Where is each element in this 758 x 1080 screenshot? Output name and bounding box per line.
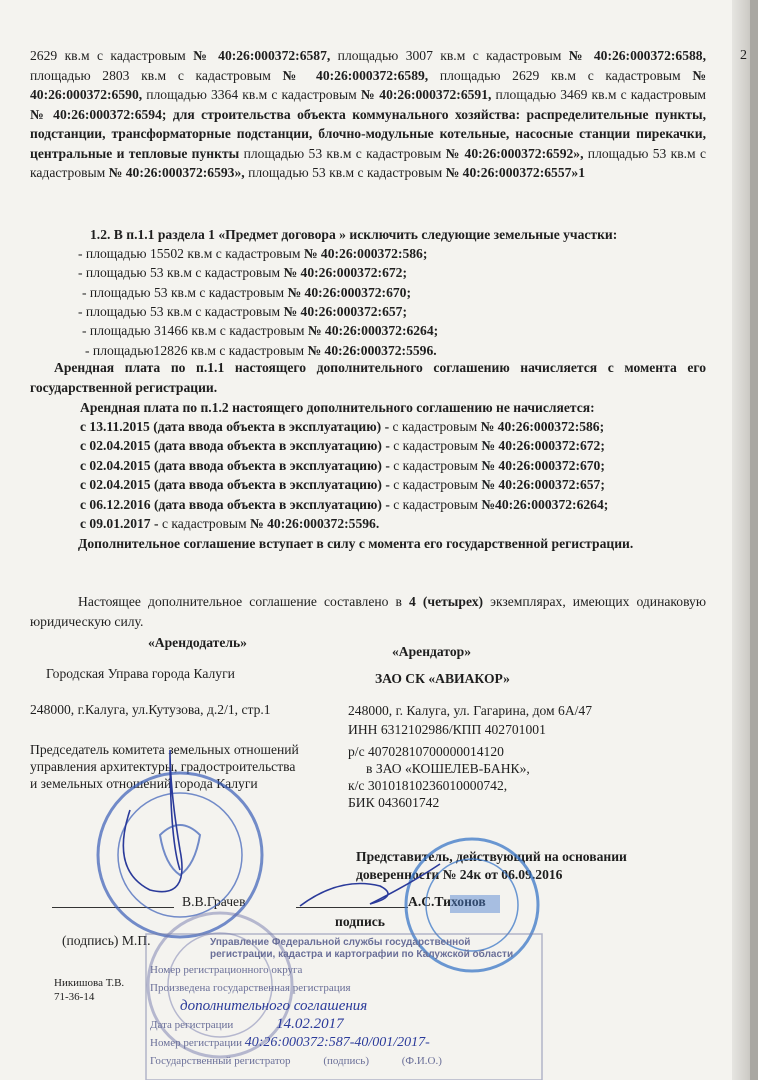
lessee-signer: А.С.Тихонов bbox=[408, 894, 486, 909]
bold-text-run: № 40:26:000372:6590, bbox=[30, 67, 706, 102]
exemption-text: с кадастровым bbox=[392, 419, 481, 434]
lessor-signature-line bbox=[52, 907, 174, 908]
executor-name: Никишова Т.В. bbox=[54, 977, 125, 989]
bold-text-run: № 40:26:000372:6557»1 bbox=[445, 165, 586, 180]
lessee-corr-account: к/с 30101810236010000742, bbox=[348, 778, 508, 793]
cadastral-number: № 40:26:000372:657; bbox=[283, 303, 407, 319]
text-run: площадью 53 кв.м с кадастровым bbox=[30, 145, 706, 180]
lessee-signature-line bbox=[296, 907, 408, 908]
cadastral-number: № 40:26:000372:586; bbox=[303, 246, 428, 261]
text-run: площадью 53 кв.м с кадастровым bbox=[244, 165, 446, 180]
excluded-plot-item bbox=[85, 342, 437, 359]
excluded-plot-item bbox=[78, 245, 427, 262]
lessor-seal bbox=[98, 773, 262, 937]
rent-1-1-paragraph: Арендная плата по п.1.1 настоящего дополнительного соглашению начисляется с момента его государственной регистрации. bbox=[30, 360, 706, 395]
lessor-sign-label: (подпись) М.П. bbox=[62, 933, 151, 948]
registration-stamp bbox=[150, 937, 530, 1070]
text-run: 2629 кв.м с кадастровым bbox=[30, 48, 194, 63]
stamp-header: Управление Федеральной службы государственной регистрации, кадастра и картографии по Калужской области bbox=[210, 937, 514, 960]
exemption-date: с 09.01.2017 - bbox=[80, 516, 162, 531]
lessee-role: «Арендатор» bbox=[392, 644, 472, 659]
lessee-details bbox=[348, 701, 592, 811]
bold-text-run: № 40:26:000372:6593», bbox=[108, 165, 245, 180]
text-run: площадью 3007 кв.м с кадастровым bbox=[330, 48, 569, 63]
handwritten-date: 14.02.2017 bbox=[276, 1016, 344, 1032]
exemption-date: с 13.11.2015 (дата ввода объекта в эксплуатацию) - bbox=[80, 419, 393, 434]
cadastral-number: № 40:26:000372:5596. bbox=[250, 516, 380, 531]
intro-paragraph bbox=[30, 46, 706, 183]
cadastral-number: № 40:26:000372:586; bbox=[480, 419, 605, 434]
text-run: площадью 3364 кв.м с кадастровым bbox=[142, 87, 361, 102]
cadastral-number: № 40:26:000372:672; bbox=[283, 265, 407, 281]
rent-exemption-item bbox=[80, 515, 379, 532]
stamp-label: Государственный регистратор bbox=[150, 1055, 291, 1067]
representative-line: доверенности № 24к от 06.09.2016 bbox=[356, 867, 563, 882]
plot-area: - площадью 31466 кв.м с кадастровым bbox=[82, 323, 308, 339]
plot-area: - площадью 53 кв.м с кадастровым bbox=[78, 265, 284, 281]
plot-area: - площадью12826 кв.м с кадастровым bbox=[85, 342, 308, 358]
handwritten-number: 40:26:000372:587-40/001/2017- bbox=[244, 1035, 430, 1050]
lessee-representative bbox=[356, 848, 627, 884]
effective-paragraph: Дополнительное соглашение вступает в силу с момента его государственной регистрации. bbox=[78, 536, 634, 551]
text-run: площадью 3469 кв.м с кадастровым bbox=[491, 87, 706, 102]
rent-exemption-item bbox=[80, 418, 604, 435]
excluded-plot-item bbox=[78, 303, 407, 320]
cadastral-number: № 40:26:000372:5596. bbox=[307, 342, 437, 358]
copies-text-end: экземплярах, имеющих одинаковую юридическую силу. bbox=[30, 594, 707, 629]
rent-exemption-item bbox=[80, 437, 605, 454]
stamp-label: Номер регистрации bbox=[150, 1037, 242, 1049]
excluded-plot-item bbox=[82, 284, 411, 301]
stamp-caption: (подпись) bbox=[323, 1055, 369, 1067]
lessor-position-line: Председатель комитета земельных отношений bbox=[30, 742, 299, 757]
stamp-caption: (Ф.И.О.) bbox=[401, 1055, 442, 1067]
rent-exemption-item bbox=[80, 476, 605, 493]
section-1-2-heading: 1.2. В п.1.1 раздела 1 «Предмет договора » исключить следующие земельные участки: bbox=[90, 227, 618, 242]
exemption-text: с кадастровым bbox=[393, 438, 482, 454]
page-number: 2 bbox=[740, 48, 747, 63]
executor-phone: 71-36-14 bbox=[54, 991, 95, 1003]
stamp-label: Произведена государственная регистрация bbox=[150, 982, 351, 994]
handwritten-type: дополнительного соглашения bbox=[180, 998, 368, 1014]
lessor-position-line: и земельных отношений города Калуги bbox=[30, 776, 258, 791]
exemption-text: с кадастровым bbox=[393, 496, 482, 512]
lessor-address: 248000, г.Калуга, ул.Кутузова, д.2/1, стр.1 bbox=[30, 702, 271, 717]
bold-text-run: № 40:26:000372:6589, bbox=[282, 67, 429, 83]
rent-exemption-item bbox=[80, 457, 605, 474]
plot-area: - площадью 53 кв.м с кадастровым bbox=[82, 284, 288, 300]
rent-1-2-heading: Арендная плата по п.1.2 настоящего дополнительного соглашению не начисляется: bbox=[80, 400, 595, 415]
text-run: площадью 2629 кв.м с кадастровым bbox=[428, 67, 693, 83]
excluded-plot-item bbox=[82, 322, 438, 339]
exemption-date: с 06.12.2016 (дата ввода объекта в эксплуатацию) - bbox=[80, 496, 394, 512]
copies-text: Настоящее дополнительное соглашение составлено в bbox=[78, 594, 410, 609]
stamp-performed bbox=[150, 979, 530, 997]
bold-text-run: № 40:26:000372:6588, bbox=[568, 48, 706, 63]
exemption-text: с кадастровым bbox=[393, 457, 482, 473]
cadastral-number: №40:26:000372:6264; bbox=[481, 496, 609, 512]
bold-text-run: № 40:26:000372:6592», bbox=[445, 145, 584, 161]
cadastral-number: № 40:26:000372:670; bbox=[287, 284, 411, 300]
cadastral-number: № 40:26:000372:657; bbox=[481, 477, 605, 493]
lessee-address: 248000, г. Калуга, ул. Гагарина, дом 6А/47 bbox=[348, 703, 593, 718]
bold-text-run: № 40:26:000372:6591, bbox=[360, 87, 492, 102]
cadastral-number: № 40:26:000372:672; bbox=[481, 438, 605, 454]
lessee-bank: в ЗАО «КОШЕЛЕВ-БАНК», bbox=[366, 761, 530, 776]
rent-exemption-item bbox=[80, 496, 608, 513]
lessor-role: «Арендодатель» bbox=[148, 635, 247, 650]
text-run: площадью 2803 кв.м с кадастровым bbox=[30, 67, 283, 83]
plot-area: - площадью 53 кв.м с кадастровым bbox=[78, 303, 284, 319]
exemption-date: с 02.04.2015 (дата ввода объекта в эксплуатацию) - bbox=[80, 457, 394, 473]
lessee-inn: ИНН 6312102986/КПП 402701001 bbox=[348, 722, 546, 737]
stamp-label: Дата регистрации bbox=[150, 1019, 234, 1031]
lessor-position bbox=[30, 741, 299, 792]
stamp-label: Номер регистрационного округа bbox=[150, 964, 303, 976]
copies-paragraph bbox=[30, 592, 706, 631]
bold-text-run: № 40:26:000372:6594; для строительства объекта коммунального хозяйства: распределительные пункты, подстанции, трансформаторные подстанции, блочно-модульные котельные, насосные станции пирекачки, центральные и тепловые пункты bbox=[30, 106, 706, 161]
exemption-text: с кадастровым bbox=[161, 516, 251, 531]
lessor-name: Городская Управа города Калуги bbox=[46, 666, 235, 681]
lessee-account: р/с 40702810700000014120 bbox=[348, 744, 504, 759]
lessee-name: ЗАО СК «АВИАКОР» bbox=[375, 671, 510, 686]
exemption-date: с 02.04.2015 (дата ввода объекта в эксплуатацию) - bbox=[80, 477, 394, 493]
lessee-sign-label: подпись bbox=[335, 914, 386, 929]
stamp-number bbox=[150, 1034, 530, 1052]
lessor-position-line: управления архитектуры, градостроительства bbox=[30, 759, 296, 774]
copies-count: 4 (четырех) bbox=[409, 594, 484, 609]
plot-area: - площадью 15502 кв.м с кадастровым bbox=[78, 246, 304, 261]
exemption-date: с 02.04.2015 (дата ввода объекта в эксплуатацию) - bbox=[80, 438, 394, 454]
exemption-text: с кадастровым bbox=[393, 477, 482, 493]
bold-text-run: № 40:26:000372:6587, bbox=[193, 48, 331, 63]
page-edge bbox=[750, 0, 758, 1080]
cadastral-number: № 40:26:000372:670; bbox=[481, 457, 605, 473]
lessor-signer: В.В.Грачев bbox=[182, 894, 246, 909]
text-run: площадью 53 кв.м с кадастровым bbox=[239, 145, 446, 161]
stamp-date bbox=[150, 1015, 530, 1034]
representative-line: Представитель, действующий на основании bbox=[356, 849, 627, 864]
cadastral-number: № 40:26:000372:6264; bbox=[307, 323, 439, 339]
lessee-bik: БИК 043601742 bbox=[348, 795, 440, 810]
executor bbox=[54, 976, 124, 1004]
stamp-registrar bbox=[150, 1052, 530, 1070]
excluded-plot-item bbox=[78, 264, 407, 281]
